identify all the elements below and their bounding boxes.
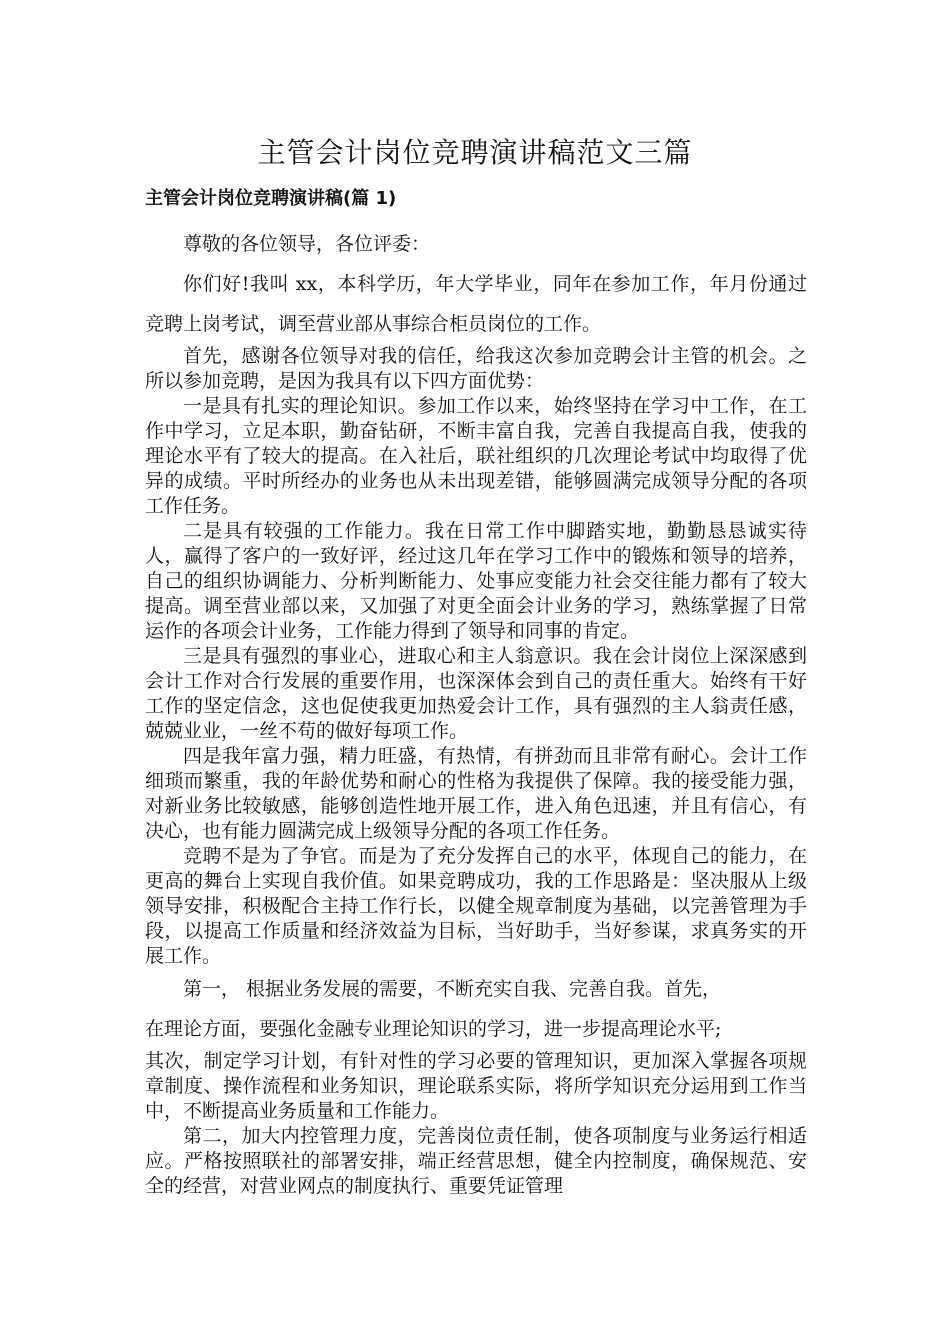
- section-heading: 主管会计岗位竞聘演讲稿(篇 1): [145, 188, 397, 209]
- document-body: [145, 224, 807, 1199]
- paragraph-theory: 在理论方面，要强化金融专业理论知识的学习，进一步提高理论水平;: [145, 1018, 722, 1040]
- paragraph-first-point: 第一， 根据业务发展的需要，不断充实自我、完善自我。首先，: [183, 978, 722, 1000]
- paragraph-salutation: 尊敬的各位领导，各位评委：: [183, 233, 431, 255]
- paragraph-advantage-2: 二是具有较强的工作能力。我在日常工作中脚踏实地，勤勤恳恳诚实待人，赢得了客户的一致好评，经过这几年在学习工作中的锻炼和领导的培养，自己的组织协调能力、分析判断能力、处事应变能力社会交往能力都有了较大提高。调至营业部以来，又加强了对更全面会计业务的学习，熟练掌握了日常运作的各项会计业务，工作能力得到了领导和同事的肯定。: [145, 520, 807, 642]
- paragraph-study-plan: 其次，制定学习计划，有针对性的学习必要的管理知识，更加深入掌握各项规章制度、操作流程和业务知识，理论联系实际，将所学知识充分运用到工作当中，不断提高业务质量和工作能力。: [145, 1050, 807, 1122]
- paragraph-thanks: 首先，感谢各位领导对我的信任，给我这次参加竞聘会计主管的机会。之所以参加竞聘，是因为我具有以下四方面优势：: [145, 345, 807, 392]
- paragraph-intro: 你们好!我叫 xx，本科学历，年大学毕业，同年在参加工作，年月份通过竞聘上岗考试，调至营业部从事综合柜员岗位的工作。: [145, 273, 807, 335]
- paragraph-second-point: 第二，加大内控管理力度，完善岗位责任制，使各项制度与业务运行相适应。严格按照联社的部署安排，端正经营思想，健全内控制度，确保规范、安全的经营，对营业网点的制度执行、重要凭证管理: [145, 1125, 807, 1197]
- paragraph-advantage-1: 一是具有扎实的理论知识。参加工作以来，始终坚持在学习中工作，在工作中学习，立足本职，勤奋钻研，不断丰富自我，完善自我提高自我，使我的理论水平有了较大的提高。在入社后，联社组织的几次理论考试中均取得了优异的成绩。平时所经办的业务也从未出现差错，能够圆满完成领导分配的各项工作任务。: [145, 395, 807, 517]
- paragraph-advantage-3: 三是具有强烈的事业心，进取心和主人翁意识。我在会计岗位上深深感到会计工作对合行发展的重要作用，也深深体会到自己的责任重大。始终有干好工作的坚定信念，这也促使我更加热爱会计工作，具有强烈的主人翁责任感，兢兢业业，一丝不苟的做好每项工作。: [145, 645, 807, 742]
- paragraph-work-plan: 竞聘不是为了争官。而是为了充分发挥自己的水平，体现自己的能力，在更高的舞台上实现自我价值。如果竞聘成功，我的工作思路是：坚决服从上级领导安排，积极配合主持工作行长，以健全规章制度为基础，以完善管理为手段，以提高工作质量和经济效益为目标，当好助手，当好参谋，求真务实的开展工作。: [145, 845, 807, 967]
- paragraph-advantage-4: 四是我年富力强，精力旺盛，有热情，有拼劲而且非常有耐心。会计工作细琐而繁重，我的年龄优势和耐心的性格为我提供了保障。我的接受能力强，对新业务比较敏感，能够创造性地开展工作，进入角色迅速，并且有信心，有决心，也有能力圆满完成上级领导分配的各项工作任务。: [145, 745, 807, 842]
- document-title: 主管会计岗位竞聘演讲稿范文三篇: [257, 136, 693, 169]
